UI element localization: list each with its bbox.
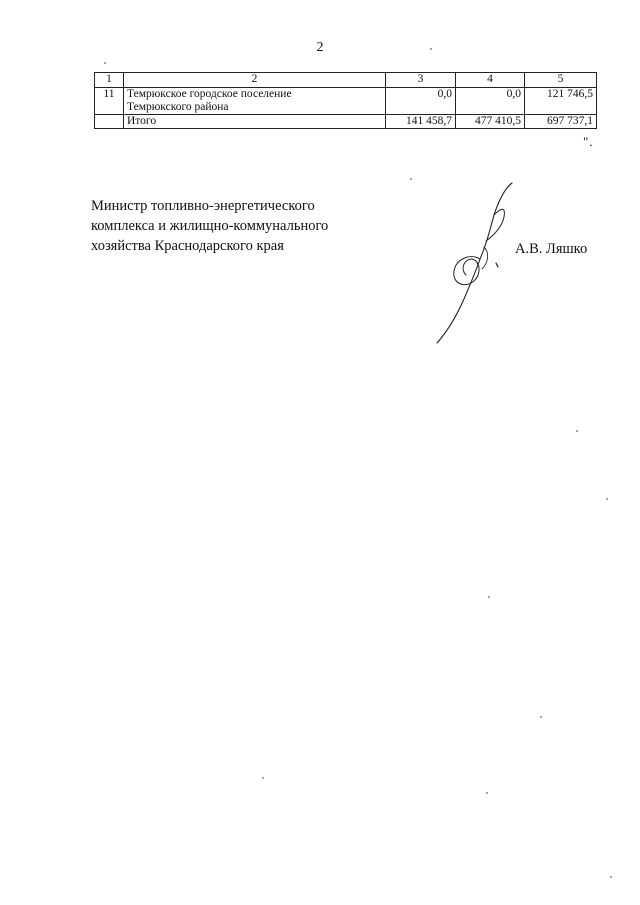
scan-speck bbox=[488, 596, 490, 598]
table-header-cell: 2 bbox=[124, 73, 386, 88]
total-col4-cell: 477 410,5 bbox=[456, 115, 525, 129]
row-col4-cell: 0,0 bbox=[456, 88, 525, 115]
table-header-row bbox=[95, 73, 597, 88]
scan-speck bbox=[430, 48, 432, 50]
table-row bbox=[95, 88, 597, 115]
scan-speck bbox=[576, 430, 578, 432]
scan-speck bbox=[486, 792, 488, 794]
scan-speck bbox=[540, 716, 542, 718]
total-col5-cell: 697 737,1 bbox=[525, 115, 597, 129]
scan-speck bbox=[410, 178, 412, 180]
total-label-cell: Итого bbox=[124, 115, 386, 129]
signer-title bbox=[91, 196, 328, 256]
row-name-line: Темрюкского района bbox=[127, 101, 229, 113]
closing-quote-mark: ". bbox=[583, 134, 594, 149]
scan-speck bbox=[610, 876, 612, 878]
row-col3-cell: 0,0 bbox=[386, 88, 456, 115]
row-number-cell: 11 bbox=[95, 88, 124, 115]
table-header-cell: 4 bbox=[456, 73, 525, 88]
scan-speck bbox=[104, 62, 106, 64]
row-name-line: Темрюкское городское поселение bbox=[127, 88, 292, 100]
signer-name: А.В. Ляшко bbox=[515, 241, 588, 257]
table-header-cell: 5 bbox=[525, 73, 597, 88]
page-number: 2 bbox=[316, 40, 324, 55]
scan-speck bbox=[606, 498, 608, 500]
row-name-cell bbox=[124, 88, 386, 115]
signer-title-line: комплекса и жилищно-коммунального bbox=[91, 218, 329, 234]
table-total-row bbox=[95, 115, 597, 129]
row-col5-cell: 121 746,5 bbox=[525, 88, 597, 115]
signer-title-line: хозяйства Краснодарского края bbox=[91, 238, 284, 254]
total-empty-cell bbox=[95, 115, 124, 129]
signer-title-line: Министр топливно-энергетического bbox=[91, 198, 315, 214]
data-table bbox=[94, 72, 597, 129]
handwritten-signature bbox=[420, 175, 530, 350]
table-header-cell: 3 bbox=[386, 73, 456, 88]
scan-speck bbox=[262, 777, 264, 779]
total-col3-cell: 141 458,7 bbox=[386, 115, 456, 129]
table-header-cell: 1 bbox=[95, 73, 124, 88]
